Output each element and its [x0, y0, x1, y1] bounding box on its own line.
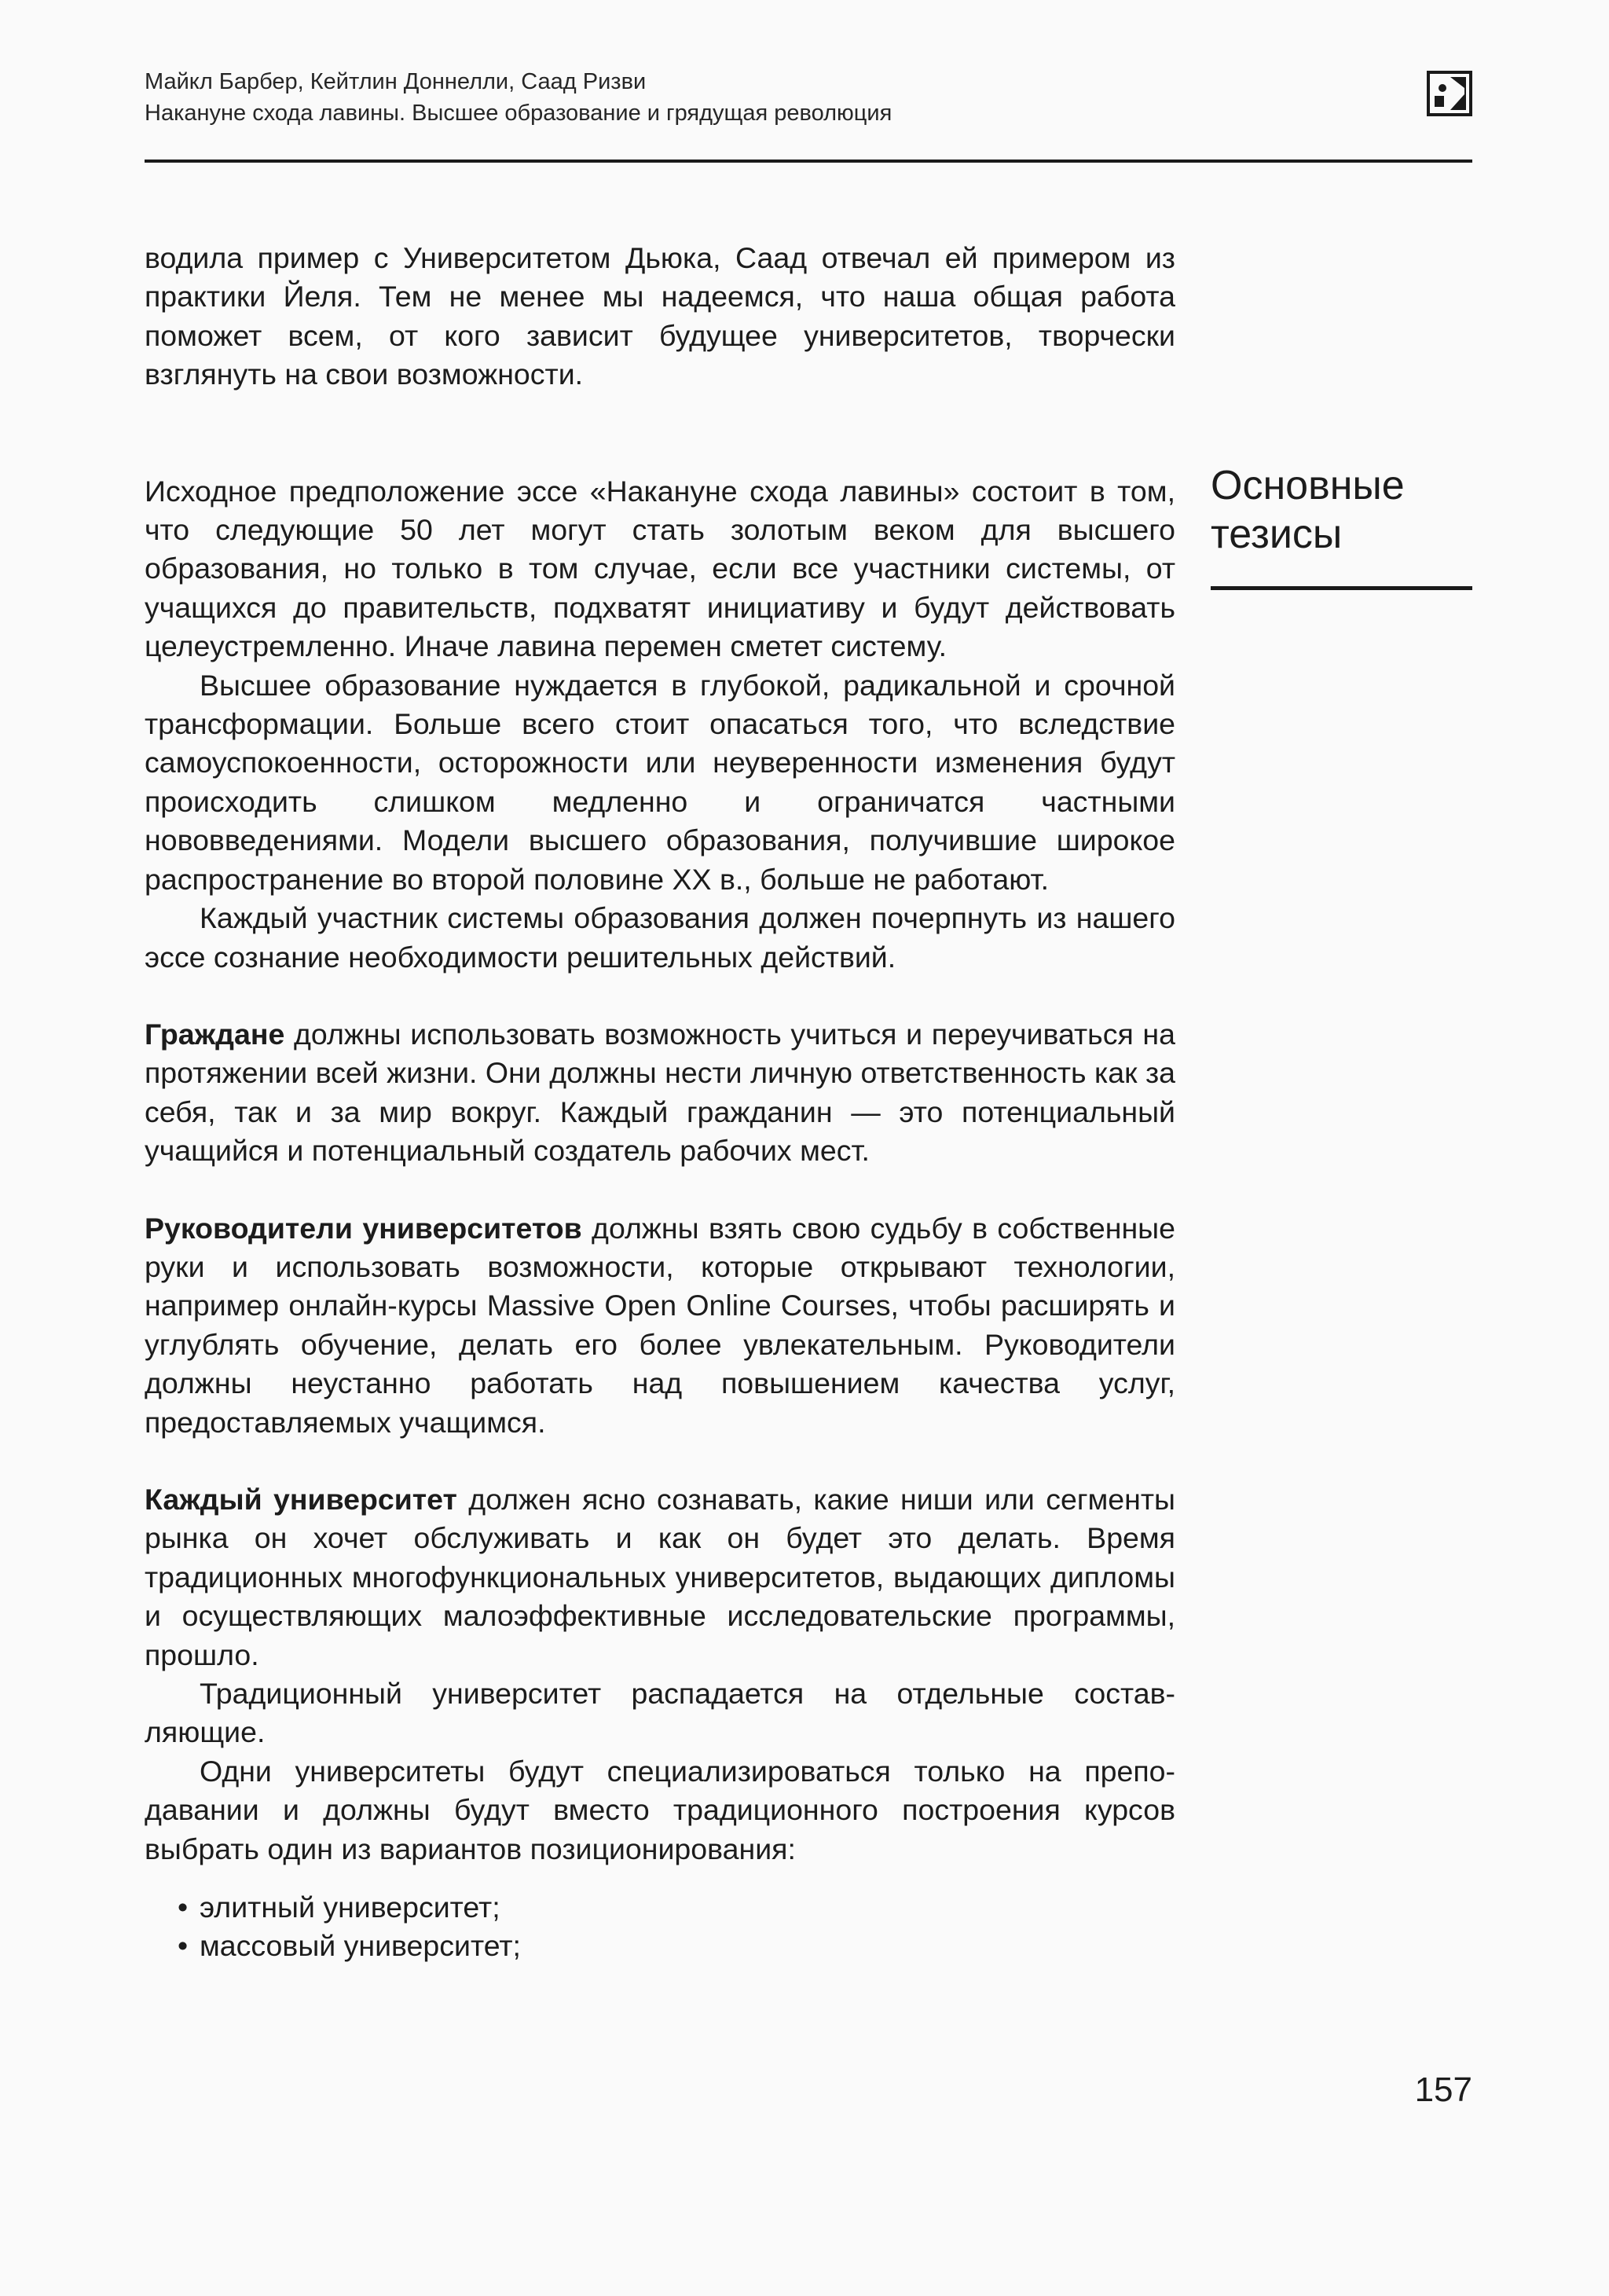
- citizens-label: Граждане: [145, 1017, 285, 1051]
- thesis-paragraph-3: Каждый участник системы образования должен почерпнуть из нашего эссе сознание необходимости решительных действий.: [145, 901, 1175, 974]
- list-item: [178, 1927, 1175, 1965]
- section-title-line-2: тезисы: [1211, 512, 1343, 557]
- list-item-text: массовый университет;: [200, 1929, 521, 1963]
- citizens-paragraph: [145, 1015, 1175, 1171]
- running-header: [145, 66, 1472, 129]
- bullet-icon: •: [178, 1929, 189, 1963]
- citizens-text: должны использовать возможность учиться и переучиваться на протяжении всей жизни. Они должны нести личную ответственность как за себя, так и за мир вокруг. Каждый гражданин — это потенциальный учащийся и потенциальный создатель рабочих мест.: [145, 1017, 1175, 1168]
- university-paragraph: [145, 1480, 1175, 1674]
- university-text: должен ясно сознавать, какие ниши или сегменты рынка он хочет обслуживать и как он будет это делать. Время традиционных многофункциональных университетов, выдающих дипломы и осуществляющих малоэффективные исследовательские программы, прошло.: [145, 1482, 1175, 1671]
- university-label: Каждый университет: [145, 1482, 457, 1516]
- leaders-text: должны взять свою судьбу в собственные руки и использовать возможности, которые открывают технологии, например онлайн-курсы Massive Open Online Courses, чтобы расширять и углублять обучение, делать его более увлекательным. Руководители должны неустанно работать над повышением качества услуг, предоставляемых учащимся.: [145, 1211, 1175, 1439]
- header-authors: Майкл Барбер, Кейтлин Доннелли, Саад Ризви: [145, 69, 647, 94]
- teaching-paragraph: Одни университеты будут специализироваться только на преподавании и должны будут вместо традиционного построения курсов выбрать один из вариантов позиционирования:: [145, 1754, 1175, 1865]
- positioning-list: [145, 1888, 1175, 1966]
- page-number: 157: [1414, 2070, 1472, 2109]
- header-divider: [145, 160, 1472, 163]
- bullet-icon: •: [178, 1891, 189, 1924]
- header-book-title: Накануне схода лавины. Высшее образование и грядущая революция: [145, 101, 892, 126]
- thesis-paragraph-1: Исходное предположение эссе «Накануне схода лавины» состоит в том, что следующие 50 лет могут стать золотым веком для высшего образования, но только в том случае, если все участники системы, от учащихся до правительств, подхватят инициативу и будут действовать целеустремленно. Иначе лавина перемен сметет систему.: [145, 474, 1175, 663]
- section-title-underline: [1211, 586, 1472, 590]
- list-item: [178, 1888, 1175, 1927]
- leaders-paragraph: [145, 1209, 1175, 1442]
- intro-paragraph: водила пример с Университетом Дьюка, Саад отвечал ей примером из практики Йеля. Тем не менее мы надеемся, что наша общая работа поможет всем, от кого зависит будущее университетов, творчески взглянуть на свои возможности.: [145, 241, 1175, 391]
- section-title: [1211, 461, 1472, 559]
- section-title-line-1: Основные: [1211, 463, 1405, 508]
- leaders-label: Руководители университетов: [145, 1211, 582, 1245]
- thesis-paragraph-2: Высшее образование нуждается в глубокой, радикальной и срочной трансформации. Больше всего стоит опасаться того, что вследствие самоуспокоенности, осторожности или неуверенности изменения будут происходить слишком медленно и ограничатся частными нововведениями. Модели высшего образования, получившие широкое распространение во второй половине XX в., больше не работают.: [145, 668, 1175, 896]
- main-text: [145, 239, 1175, 1966]
- publisher-logo-icon: [1427, 71, 1472, 116]
- traditional-paragraph: Традиционный университет распадается на отдельные составляющие.: [145, 1677, 1175, 1749]
- list-item-text: элитный университет;: [200, 1891, 500, 1924]
